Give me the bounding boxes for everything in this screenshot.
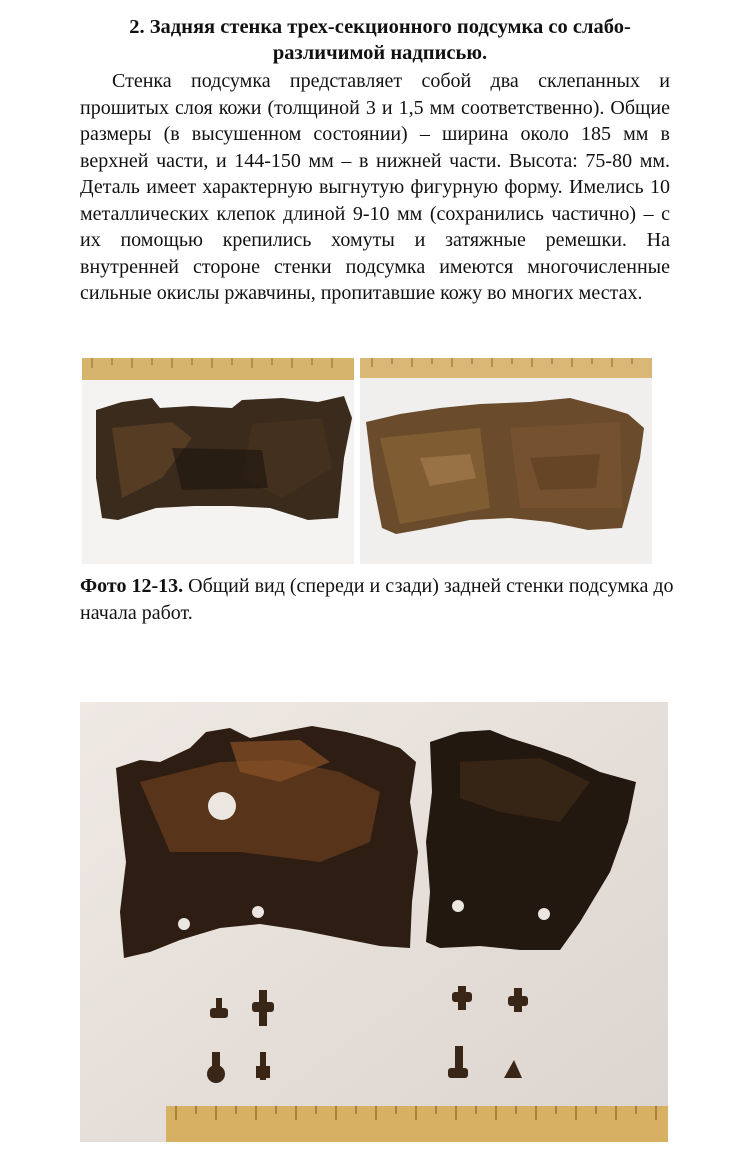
photo-caption <box>80 573 680 627</box>
photo-pouch-detail <box>80 702 668 1142</box>
photo-12-front-view <box>82 358 354 564</box>
caption-label: Фото 12-13. <box>80 575 184 597</box>
heading-line-2: различимой надписью. <box>272 42 488 64</box>
caption-text: Общий вид (спереди и сзади) задней стенки подсумка до начала работ. <box>80 575 674 624</box>
heading-line-1: 2. Задняя стенка трех-секционного подсумка со слабо- <box>129 16 631 38</box>
description-paragraph: Стенка подсумка представляет собой два склепанных и прошитых слоя кожи (толщиной 3 и 1,5 мм соответственно). Общие размеры (в высушенном состоянии) – ширина около 185 мм в верхней части, и 144-150 мм – в нижней части. Высота: 75-80 мм. Деталь имеет характерную выгнутую фигурную форму. Имелись 10 металлических клепок длиной 9-10 мм (сохранились частично) – с их помощью крепились хомуты и затяжные ремешки. На внутренней стороне стенки подсумка имеются многочисленные сильные окислы ржавчины, пропитавшие кожу во многих местах. <box>80 70 670 304</box>
photo-13-back-view <box>360 358 652 564</box>
section-heading <box>80 14 680 66</box>
